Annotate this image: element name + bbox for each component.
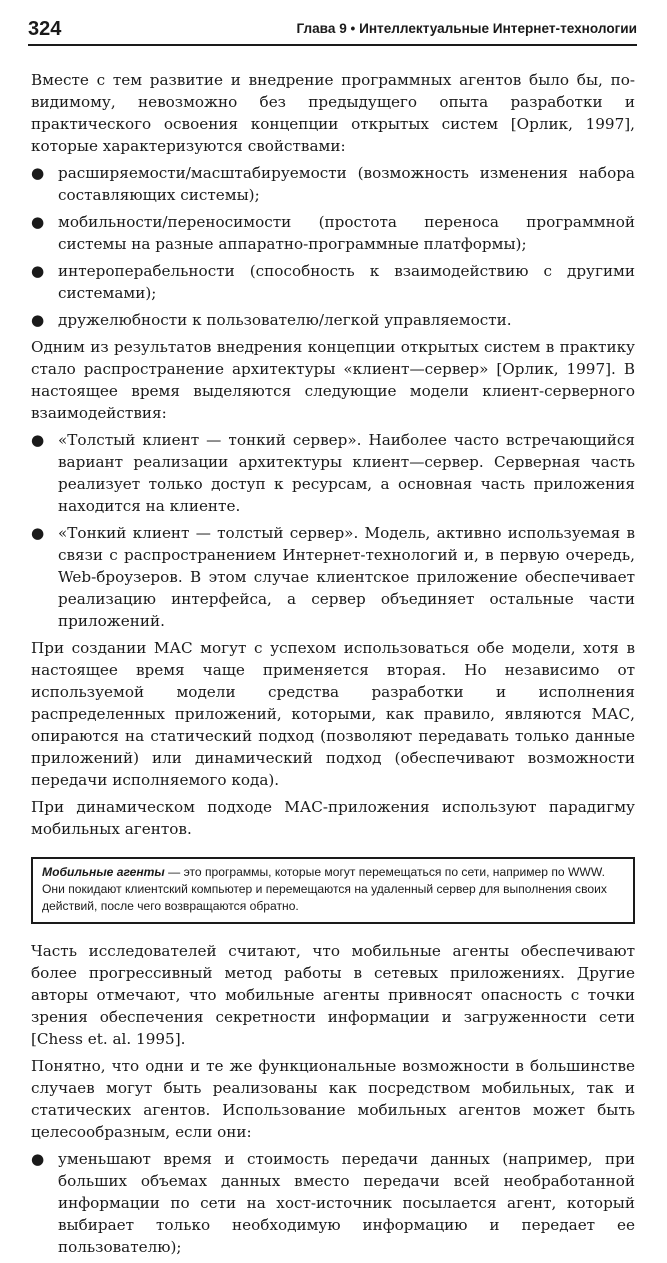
bullet-icon: ● bbox=[31, 213, 45, 231]
list-item-text: интероперабельности (способность к взаимодействию с другими системами); bbox=[58, 262, 635, 302]
list-item-text: дружелюбности к пользователю/легкой управляемости. bbox=[58, 311, 512, 329]
list-item bbox=[31, 1148, 635, 1258]
list-mobile-agent-conditions bbox=[31, 1148, 635, 1258]
bullet-icon: ● bbox=[31, 524, 45, 542]
chapter-title: Глава 9 • Интеллектуальные Интернет-технологии bbox=[296, 21, 637, 36]
bullet-icon: ● bbox=[31, 431, 45, 449]
list-item bbox=[31, 309, 635, 331]
paragraph-researchers-opinion: Часть исследователей считают, что мобильные агенты обеспечивают более прогрессивный метод работы в сетевых приложениях. Другие авторы отмечают, что мобильные агенты привносят опасность с точки зрения обеспечения секретности информации и загруженности сети [Chess et. al. 1995]. bbox=[31, 942, 635, 1048]
list-item bbox=[31, 211, 635, 255]
paragraph-dynamic-approach: При динамическом подходе МАС-приложения используют парадигму мобильных агентов. bbox=[31, 798, 635, 838]
list-item-text: уменьшают время и стоимость передачи данных (например, при больших объемах данных вместо передачи всей необработанной информации по сети на хост-источник посылается агент, который выбирает только необходимую информацию и передает ее пользователю); bbox=[58, 1150, 635, 1256]
list-client-server-models bbox=[31, 429, 635, 632]
bullet-icon: ● bbox=[31, 164, 45, 182]
paragraph-functional-capabilities: Понятно, что одни и те же функциональные возможности в большинстве случаев могут быть реализованы как посредством мобильных, так и статических агентов. Использование мобильных агентов может быть целесообразным, если они: bbox=[31, 1057, 635, 1141]
running-header bbox=[28, 18, 637, 46]
page-body bbox=[31, 69, 635, 1263]
bullet-icon: ● bbox=[31, 262, 45, 280]
definition-term: Мобильные агенты bbox=[42, 865, 165, 879]
list-item-text: «Толстый клиент — тонкий сервер». Наиболее часто встречающийся вариант реализации архитектуры клиент—сервер. Серверная часть реализует только доступ к ресурсам, а основная часть приложения находится на клиенте. bbox=[58, 431, 635, 515]
list-item bbox=[31, 429, 635, 517]
page-number: 324 bbox=[28, 18, 62, 40]
list-open-systems-properties bbox=[31, 162, 635, 331]
definition-box bbox=[31, 857, 635, 924]
definition-text: — это программы, которые могут перемещаться по сети, например по WWW. Они покидают клиентский компьютер и перемещаются на удаленный сервер для выполнения своих действий, после чего возвращаются обратно. bbox=[42, 865, 607, 913]
list-item-text: мобильности/переносимости (простота переноса программной системы на разные аппаратно-программные платформы); bbox=[58, 213, 635, 253]
paragraph-open-systems-intro: Вместе с тем развитие и внедрение программных агентов было бы, по-видимому, невозможно без предыдущего опыта разработки и практического освоения концепции открытых систем [Орлик, 1997], которые характеризуются свойствами: bbox=[31, 71, 635, 155]
list-item bbox=[31, 522, 635, 632]
bullet-icon: ● bbox=[31, 311, 45, 329]
bullet-icon: ● bbox=[31, 1150, 45, 1168]
paragraph-mas-approaches: При создании МАС могут с успехом использоваться обе модели, хотя в настоящее время чаще применяется вторая. Но независимо от используемой модели средства разработки и исполнения распределенных приложений, которыми, как правило, являются МАС, опираются на статический подход (позволяют передавать только данные приложений) или динамический подход (обеспечивают возможности передачи исполняемого кода). bbox=[31, 639, 635, 789]
list-item-text: расширяемости/масштабируемости (возможность изменения набора составляющих системы); bbox=[58, 164, 635, 204]
list-item bbox=[31, 162, 635, 206]
list-item-text: «Тонкий клиент — толстый сервер». Модель, активно используемая в связи с распространением Интернет-технологий и, в первую очередь, Web-броузеров. В этом случае клиентское приложение обеспечивает реализацию интерфейса, а сервер объединяет остальные части приложений. bbox=[58, 524, 635, 630]
paragraph-client-server-intro: Одним из результатов внедрения концепции открытых систем в практику стало распространение архитектуры «клиент—сервер» [Орлик, 1997]. В настоящее время выделяются следующие модели клиент-серверного взаимодействия: bbox=[31, 338, 635, 422]
list-item bbox=[31, 260, 635, 304]
